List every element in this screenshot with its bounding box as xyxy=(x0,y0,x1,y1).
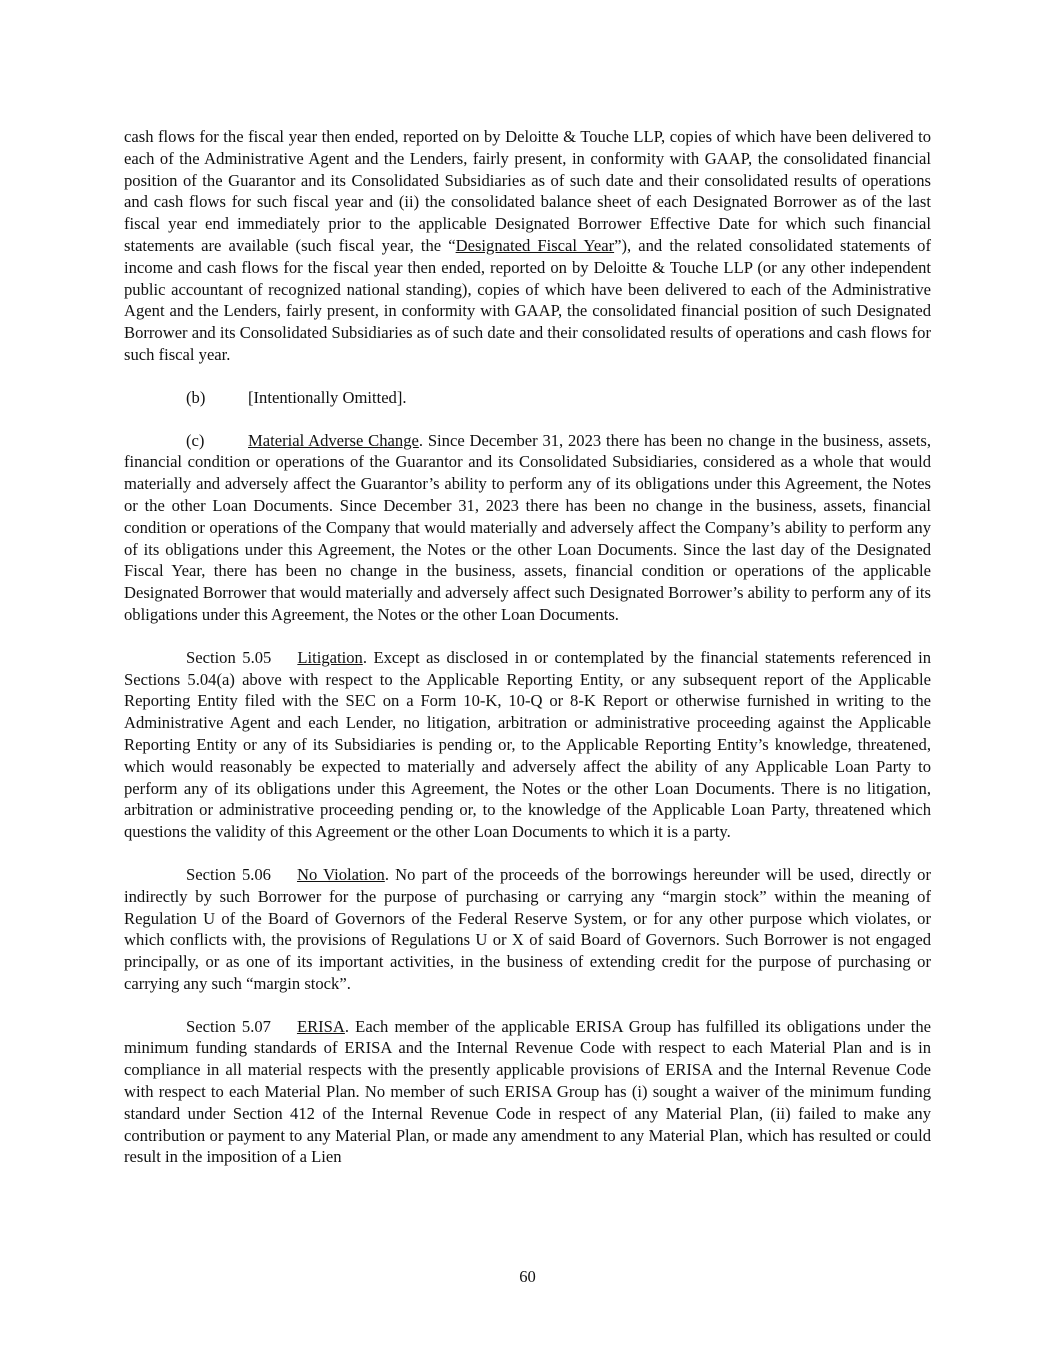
clause-heading: Material Adverse Change xyxy=(248,430,419,450)
clause-b: (b) [Intentionally Omitted]. xyxy=(186,387,407,407)
page-number: 60 xyxy=(519,1267,536,1286)
section-heading: Litigation xyxy=(297,647,363,667)
document-page xyxy=(124,126,931,1189)
section-5-06: Section 5.06 No Violation. No part of the proceeds of the borrowings hereunder will be used, directly or indirectly by such Borrower for the purpose of purchasing or carrying any “margin stock” within the meaning of Regulation U of the Board of Governors of the Federal Reserve System, or for any other purpose which violates, or which conflicts with, the provisions of Regulations U or X of said Board of Governors. Such Borrower is not engaged principally, or as one of its important activities, in the business of extending credit for the purpose of purchasing or carrying any such “margin stock”. xyxy=(124,864,932,993)
section-heading: No Violation xyxy=(296,864,385,884)
section-5-05: Section 5.05 Litigation. Except as disclosed in or contemplated by the financial statements referenced in Sections 5.04(a) above with respect to the Applicable Reporting Entity, or any subsequent report of the Applicable Reporting Entity filed with the SEC on a Form 10-K, 10-Q or 8-K Report or otherwise furnished in writing to the Administrative Agent and each Lender, no litigation, arbitration or administrative proceeding against the Applicable Reporting Entity or any of its Subsidiaries is pending or, to the Applicable Reporting Entity’s knowledge, threatened, which would reasonably be expected to materially and adversely affect the ability of any Applicable Loan Party to perform any of its obligations under this Agreement, the Notes or the other Loan Documents. There is no litigation, arbitration or administrative proceeding pending or, to the knowledge of the Applicable Loan Party, threatened which questions the validity of this Agreement or the other Loan Documents to which it is a party. xyxy=(124,647,931,842)
section-5-07: Section 5.07 ERISA. Each member of the applicable ERISA Group has fulfilled its obligations under the minimum funding standards of ERISA and the Internal Revenue Code with respect to each Material Plan and is in compliance in all material respects with the presently applicable provisions of ERISA and the Internal Revenue Code with respect to each Material Plan. No member of such ERISA Group has (i) sought a waiver of the minimum funding standard under Section 412 of the Internal Revenue Code in respect of any Material Plan, (ii) failed to make any contribution or payment to any Material Plan, or made any amendment to any Material Plan, which has resulted or could result in the imposition of a Lien xyxy=(124,1016,931,1167)
clause-label: (b) xyxy=(186,387,206,407)
defined-term: Designated Fiscal Year xyxy=(455,235,615,255)
clause-c: (c) Material Adverse Change. Since December 31, 2023 there has been no change in the business, assets, financial condition or operations of the Guarantor and its Consolidated Subsidiaries, considered as a whole that would materially and adversely affect the Guarantor’s ability to perform any of its obligations under this Agreement, the Notes or the other Loan Documents. Since December 31, 2023 there has been no change in the business, assets, financial condition or operations of the Company that would materially and adversely affect the Company’s ability to perform any of its obligations under this Agreement, the Notes or the other Loan Documents. Since the last day of the Designated Fiscal Year, there has been no change in the business, assets, financial condition or operations of the applicable Designated Borrower that would materially and adversely affect such Designated Borrower’s ability to perform any of its obligations under this Agreement, the Notes or the other Loan Documents. xyxy=(124,430,931,624)
clause-label: (c) xyxy=(186,430,205,450)
paragraph-financial-statements: cash flows for the fiscal year then ended, reported on by Deloitte & Touche LLP, copies of which have been delivered to each of the Administrative Agent and the Lenders, fairly present, in conformity with GAAP, the consolidated financial position of the Guarantor and its Consolidated Subsidiaries as of such date and their consolidated results of operations and cash flows for such fiscal year and (ii) the consolidated balance sheet of each Designated Borrower as of the last fiscal year end immediately prior to the applicable Designated Borrower Effective Date for which such financial statements are available (such fiscal year, the “Designated Fiscal Year”), and the related consolidated statements of income and cash flows for the fiscal year then ended, reported on by Deloitte & Touche LLP (or any other independent public accountant of recognized national standing), copies of which have been delivered to each of the Administrative Agent and the Lenders, fairly present, in conformity with GAAP, the consolidated financial position of such Designated Borrower and its Consolidated Subsidiaries as of such date and their consolidated results of operations and cash flows for such fiscal year. xyxy=(124,127,931,364)
section-label: Section 5.05 xyxy=(186,647,272,667)
section-heading: ERISA xyxy=(296,1016,345,1036)
section-label: Section 5.06 xyxy=(186,864,271,884)
section-label: Section 5.07 xyxy=(186,1016,271,1036)
